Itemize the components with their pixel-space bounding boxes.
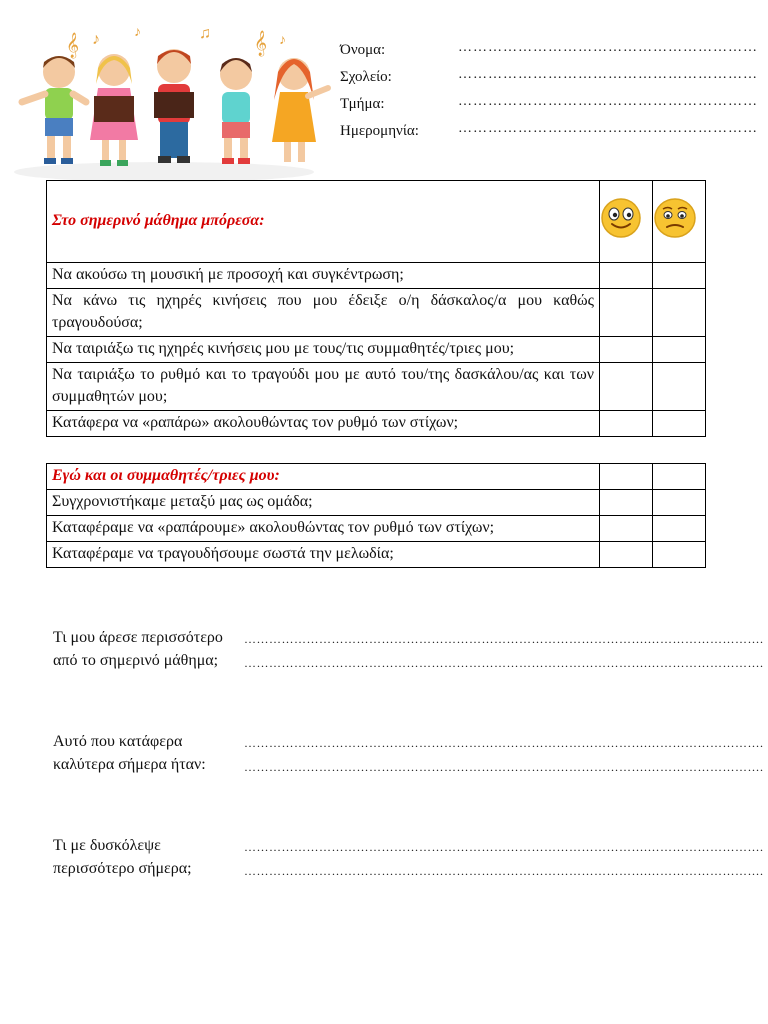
worried-check-cell[interactable] xyxy=(653,542,706,568)
table-row xyxy=(47,490,706,516)
happy-check-cell xyxy=(600,464,653,490)
school-fill-line[interactable]: …………………………………………………… xyxy=(458,67,758,82)
statement-text: Να κάνω τις ηχηρές κινήσεις που μου έδειξε ο/η δάσκαλος/α μου καθώς τραγουδούσα; xyxy=(47,289,600,337)
class-label: Τμήμα: xyxy=(340,96,385,112)
answer-line[interactable]: …………………………………………………………………………………….………………………. xyxy=(244,760,764,774)
svg-text:♪: ♪ xyxy=(279,33,286,48)
child-figure-4 xyxy=(220,58,252,164)
worried-check-cell[interactable] xyxy=(653,516,706,542)
question-found-difficult: Τι με δυσκόλεψε περισσότερο σήμερα; xyxy=(53,837,192,877)
class-fill-line[interactable]: …………………………………………………… xyxy=(458,94,758,109)
worried-face-column-header xyxy=(653,181,706,263)
table-row xyxy=(47,263,706,289)
table-header-row xyxy=(47,181,706,263)
question-liked-most: Τι μου άρεσε περισσότερο από το σημερινό μάθημα; xyxy=(53,629,223,669)
table-heading: Εγώ και οι συμμαθητές/τριες μου: xyxy=(47,464,600,490)
date-fill-line[interactable]: …………………………………………………… xyxy=(458,121,758,136)
worried-face-icon xyxy=(653,197,697,239)
worried-check-cell[interactable] xyxy=(653,337,706,363)
happy-check-cell[interactable] xyxy=(600,516,653,542)
worried-check-cell[interactable] xyxy=(653,363,706,411)
school-label: Σχολείο: xyxy=(340,69,392,85)
singing-children-illustration xyxy=(14,22,332,182)
group-assessment-table xyxy=(46,463,706,568)
svg-text:♪: ♪ xyxy=(92,31,100,48)
answer-line[interactable]: …………………………………………………………………………………….………………………. xyxy=(244,840,764,854)
answer-line[interactable]: …………………………………………………………………………………….………………………. xyxy=(244,656,764,670)
statement-text: Να ταιριάξω τις ηχηρές κινήσεις μου με τους/τις συμμαθητές/τριες μου; xyxy=(47,337,600,363)
svg-text:♪: ♪ xyxy=(134,25,141,40)
table-row xyxy=(47,289,706,337)
statement-text: Να ταιριάξω το ρυθμό και το τραγούδι μου με αυτό του/της δασκάλου/ας και των συμμαθητών μου; xyxy=(47,363,600,411)
child-figure-3 xyxy=(154,49,194,163)
child-figure-2 xyxy=(90,54,138,166)
child-figure-1 xyxy=(22,56,86,164)
happy-check-cell[interactable] xyxy=(600,263,653,289)
svg-text:𝄞: 𝄞 xyxy=(254,30,268,55)
happy-check-cell[interactable] xyxy=(600,542,653,568)
statement-text: Καταφέραμε να «ραπάρουμε» ακολουθώντας τον ρυθμό των στίχων; xyxy=(47,516,600,542)
worried-check-cell[interactable] xyxy=(653,411,706,437)
statement-text: Καταφέραμε να τραγουδήσουμε σωστά την μελωδία; xyxy=(47,542,600,568)
happy-check-cell[interactable] xyxy=(600,337,653,363)
table-heading: Στο σημερινό μάθημα μπόρεσα: xyxy=(47,181,600,263)
worried-check-cell[interactable] xyxy=(653,490,706,516)
table-row xyxy=(47,542,706,568)
table-row xyxy=(47,411,706,437)
answer-line[interactable]: …………………………………………………………………………………….………………………. xyxy=(244,632,764,646)
statement-text: Κατάφερα να «ραπάρω» ακολουθώντας τον ρυθμό των στίχων; xyxy=(47,411,600,437)
worried-check-cell xyxy=(653,464,706,490)
happy-check-cell[interactable] xyxy=(600,289,653,337)
happy-face-column-header xyxy=(600,181,653,263)
table-row xyxy=(47,516,706,542)
self-assessment-table xyxy=(46,180,706,437)
statement-text: Να ακούσω τη μουσική με προσοχή και συγκέντρωση; xyxy=(47,263,600,289)
answer-line[interactable]: …………………………………………………………………………………….………………………. xyxy=(244,864,764,878)
name-label: Όνομα: xyxy=(340,42,386,58)
name-fill-line[interactable]: …………………………………………………… xyxy=(458,40,758,55)
happy-check-cell[interactable] xyxy=(600,411,653,437)
svg-text:♫: ♫ xyxy=(199,25,211,42)
happy-face-icon xyxy=(600,197,642,239)
worried-check-cell[interactable] xyxy=(653,263,706,289)
child-figure-5 xyxy=(272,58,328,162)
statement-text: Συγχρονιστήκαμε μεταξύ μας ως ομάδα; xyxy=(47,490,600,516)
table-row xyxy=(47,363,706,411)
answer-line[interactable]: …………………………………………………………………………………….………………………. xyxy=(244,736,764,750)
table-header-row xyxy=(47,464,706,490)
happy-check-cell[interactable] xyxy=(600,490,653,516)
worried-check-cell[interactable] xyxy=(653,289,706,337)
table-row xyxy=(47,337,706,363)
question-did-best: Αυτό που κατάφερα καλύτερα σήμερα ήταν: xyxy=(53,733,206,773)
happy-check-cell[interactable] xyxy=(600,363,653,411)
svg-text:𝄞: 𝄞 xyxy=(66,32,80,57)
date-label: Ημερομηνία: xyxy=(340,123,419,139)
